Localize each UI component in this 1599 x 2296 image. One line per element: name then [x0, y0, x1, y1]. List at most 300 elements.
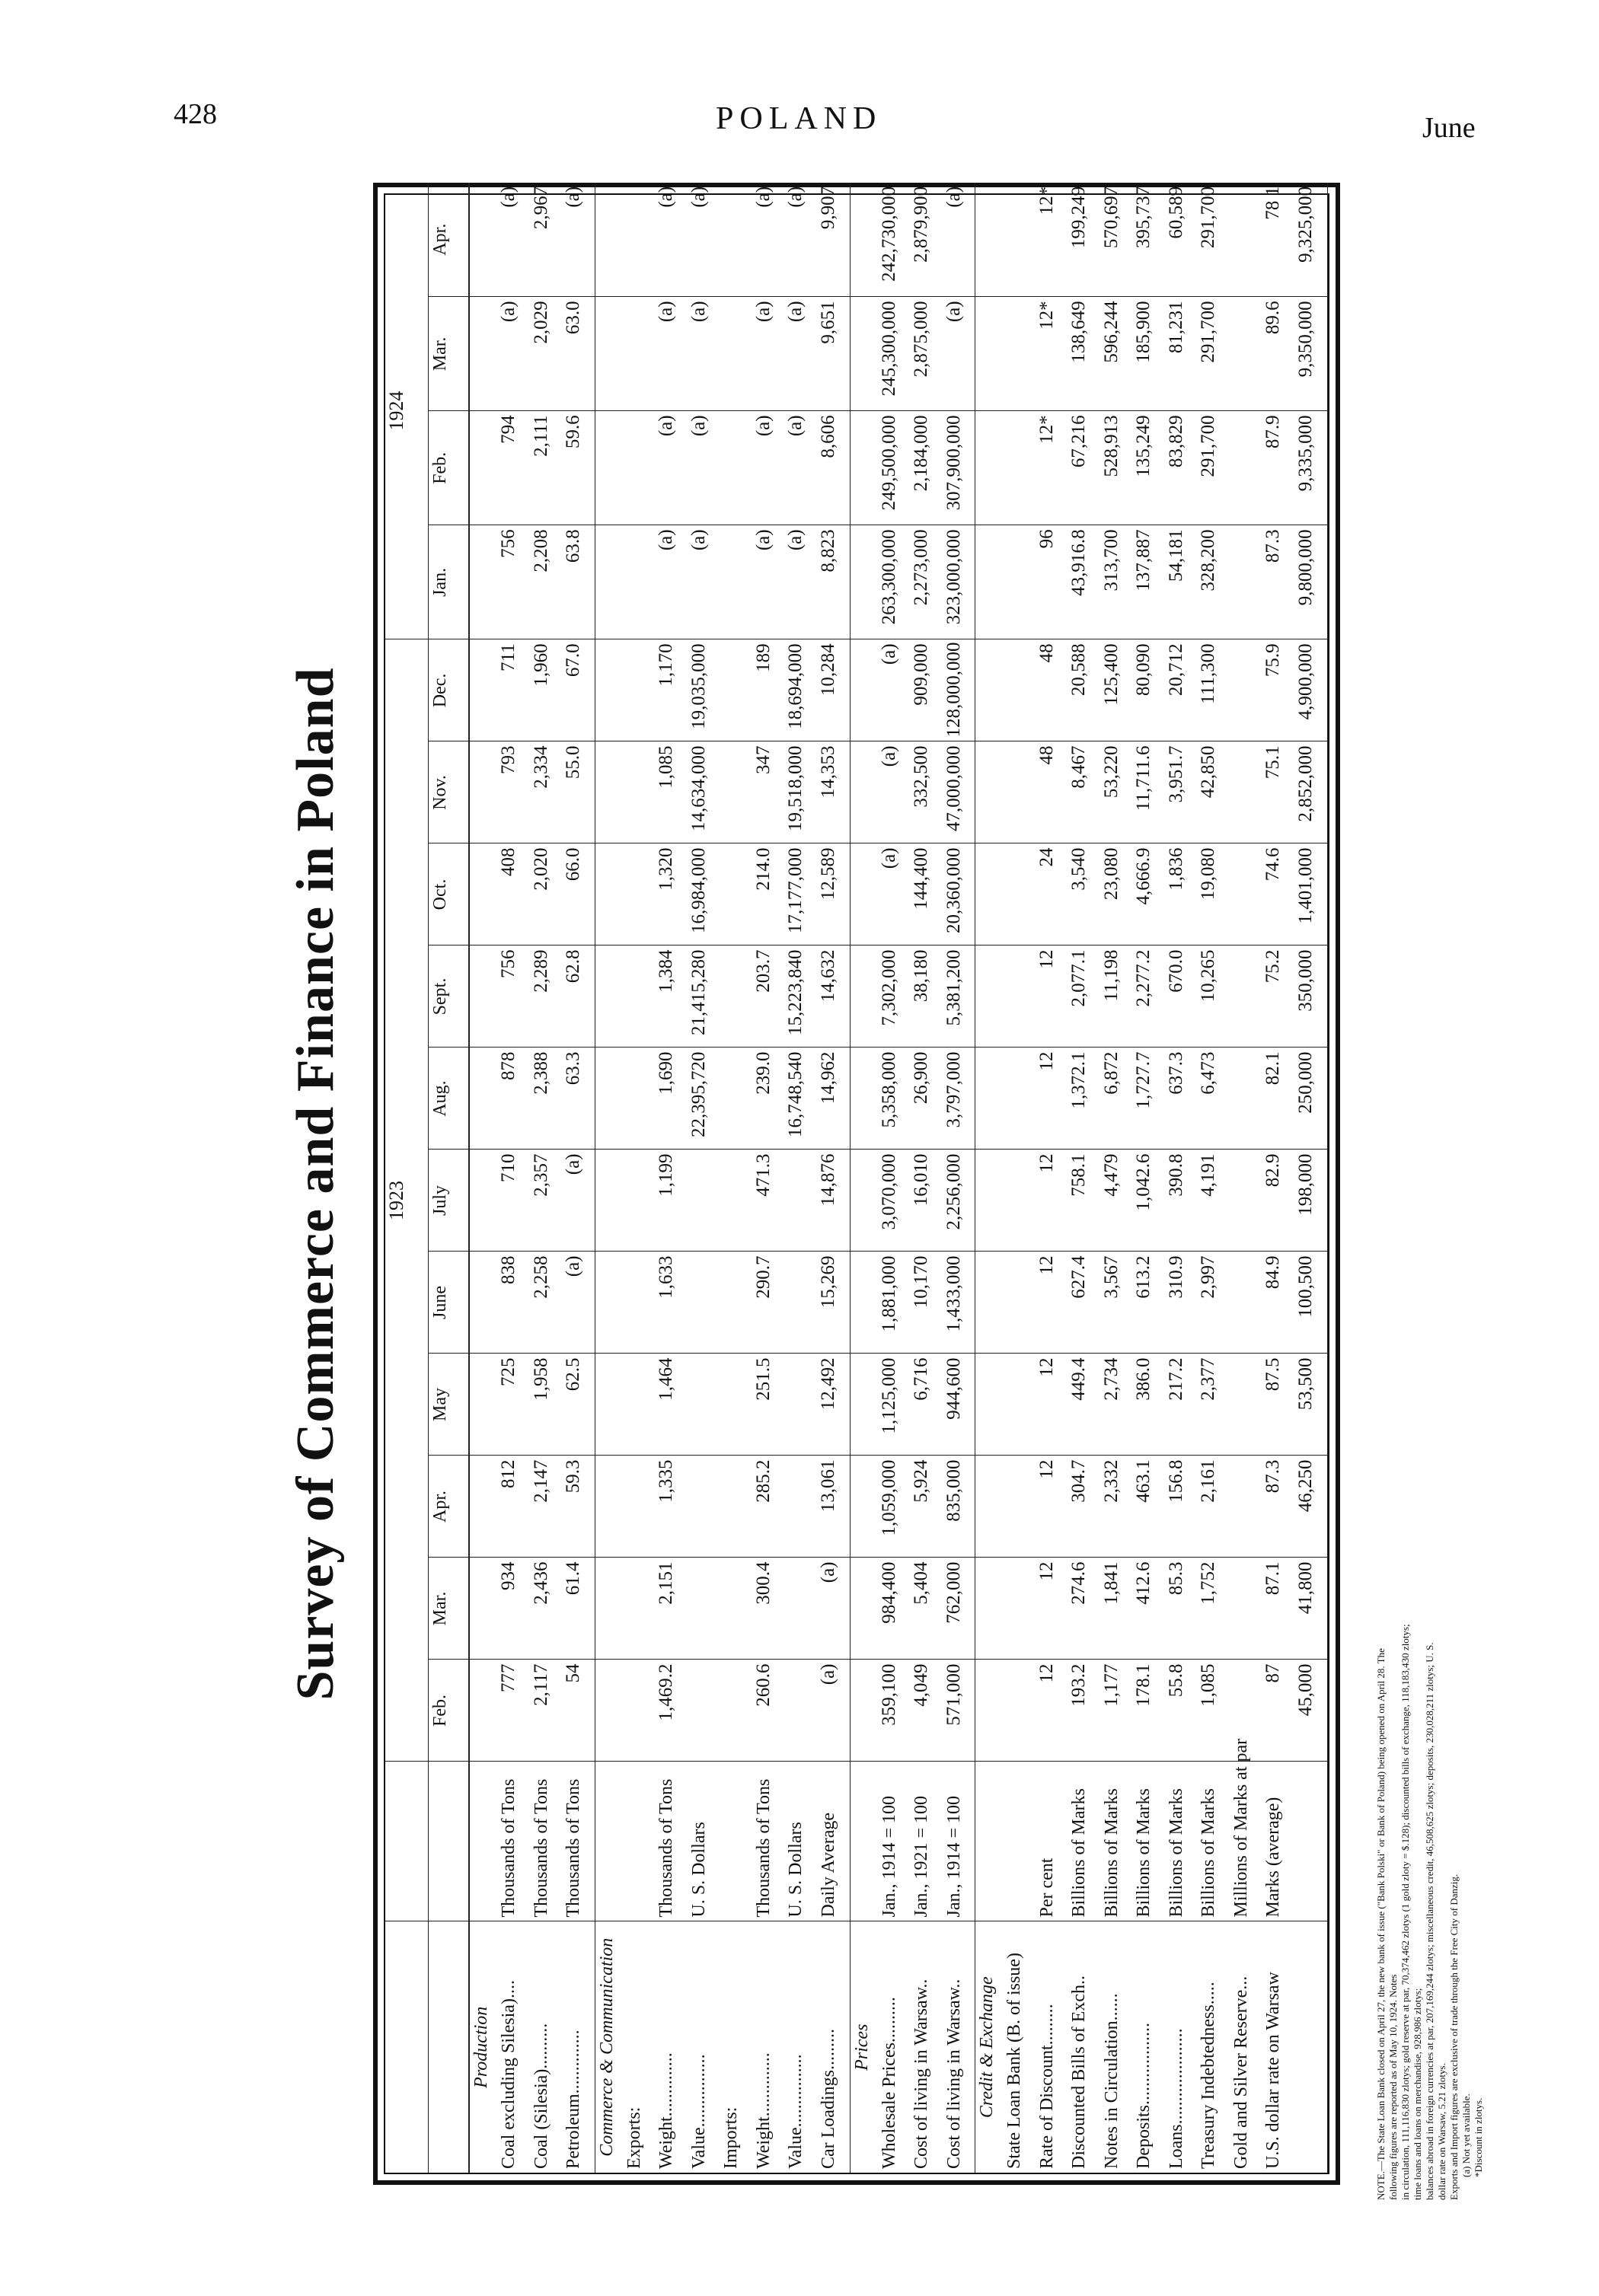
value-cell: 8,467 [1068, 741, 1100, 843]
value-cell: 670.0 [1165, 946, 1198, 1048]
value-cell: 66.0 [562, 843, 595, 946]
row-unit [623, 1762, 656, 1921]
empty-cell [850, 1150, 878, 1252]
value-cell: 144,400 [910, 843, 943, 946]
empty-cell [975, 741, 1004, 843]
empty-cell [975, 1150, 1004, 1252]
value-cell: 3,070,000 [878, 1150, 911, 1252]
table-row [910, 183, 943, 2173]
value-cell: (a) [497, 183, 530, 297]
value-cell: 4,479 [1100, 1150, 1133, 1252]
value-cell: 1,960 [530, 639, 563, 741]
value-cell: (a) [784, 297, 817, 411]
table-row [497, 183, 530, 2173]
value-cell: 87.1 [1262, 1558, 1294, 1660]
value-cell [623, 1354, 656, 1456]
empty-cell [975, 1354, 1004, 1456]
value-cell: 19,035,000 [688, 639, 720, 741]
value-cell: 85.3 [1165, 1558, 1198, 1660]
value-cell: 45,000 [1294, 1660, 1327, 1762]
value-cell [623, 183, 656, 297]
value-cell: 12,589 [817, 843, 850, 946]
row-label: Gold and Silver Reserve... [1230, 1976, 1251, 2169]
value-cell: 23,080 [1100, 843, 1133, 946]
value-cell: 471.3 [752, 1150, 785, 1252]
value-cell: (a) [752, 411, 785, 525]
value-cell [623, 1252, 656, 1354]
value-cell: (a) [943, 297, 975, 411]
value-cell: 1,633 [655, 1252, 688, 1354]
value-cell: 81,231 [1165, 297, 1198, 411]
value-cell: 14,962 [817, 1048, 850, 1150]
value-cell: (a) [562, 183, 595, 297]
row-label: State Loan Bank (B. of issue) [1004, 1953, 1025, 2169]
empty-cell [1327, 843, 1328, 946]
value-cell: 87.9 [1262, 411, 1294, 525]
value-cell: 528,913 [1100, 411, 1133, 525]
value-cell: 9,907 [817, 183, 850, 297]
value-cell: 725 [497, 1354, 530, 1456]
value-cell: 67.0 [562, 639, 595, 741]
table-row [1003, 183, 1036, 2173]
value-cell: (a) [784, 183, 817, 297]
value-cell: (a) [655, 411, 688, 525]
value-cell: 596,244 [1100, 297, 1133, 411]
value-cell: 285.2 [752, 1456, 785, 1558]
value-cell: 4,666.9 [1132, 843, 1165, 946]
value-cell: 3,797,000 [943, 1048, 975, 1150]
rotated-table-area [259, 183, 1340, 2185]
empty-cell [469, 843, 497, 946]
value-cell: 2,111 [530, 411, 563, 525]
value-cell: 263,300,000 [878, 525, 911, 639]
value-cell [1003, 1150, 1036, 1252]
value-cell: 14,634,000 [688, 741, 720, 843]
table-row [752, 183, 785, 2173]
empty-cell [1327, 639, 1328, 741]
empty-cell [975, 525, 1004, 639]
value-cell: 9,350,000 [1294, 297, 1327, 411]
empty-cell [975, 297, 1004, 411]
value-cell [688, 1558, 720, 1660]
empty-cell [469, 1762, 497, 1921]
value-cell: 96 [1036, 525, 1068, 639]
empty-cell [595, 297, 623, 411]
table-row [817, 183, 850, 2173]
value-cell [784, 1558, 817, 1660]
value-cell: 1,752 [1197, 1558, 1230, 1660]
empty-cell [595, 741, 623, 843]
value-cell: 2,029 [530, 297, 563, 411]
empty-cell [850, 1252, 878, 1354]
empty-cell [595, 1456, 623, 1558]
table-row [784, 183, 817, 2173]
row-label: Cost of living in Warsaw.. [943, 1921, 975, 2173]
value-cell: 13,061 [817, 1456, 850, 1558]
value-cell: 198,000 [1294, 1150, 1327, 1252]
value-cell: 1,059,000 [878, 1456, 911, 1558]
value-cell: 38,180 [910, 946, 943, 1048]
value-cell [720, 1660, 752, 1762]
value-cell: 3,567 [1100, 1252, 1133, 1354]
row-unit: Billions of Marks [1100, 1762, 1133, 1921]
table-row [1165, 183, 1198, 2173]
empty-cell [469, 1354, 497, 1456]
value-cell: 1,881,000 [878, 1252, 911, 1354]
value-cell: 59.3 [562, 1456, 595, 1558]
row-unit: Thousands of Tons [752, 1762, 785, 1921]
empty-cell [1327, 1762, 1328, 1921]
row-label: Coal (Silesia).......... [531, 2023, 551, 2169]
value-cell: 323,000,000 [943, 525, 975, 639]
value-cell: 10,170 [910, 1252, 943, 1354]
value-cell: 80,090 [1132, 639, 1165, 741]
value-cell: (a) [562, 1150, 595, 1252]
value-cell: 12 [1036, 946, 1068, 1048]
value-cell: 1,320 [655, 843, 688, 946]
page-number: 428 [174, 98, 217, 130]
value-cell: 2,875,000 [910, 297, 943, 411]
value-cell: 12* [1036, 183, 1068, 297]
value-cell: 4,049 [910, 1660, 943, 1762]
value-cell: 43,916.8 [1068, 525, 1100, 639]
row-label: Petroleum.............. [562, 1921, 595, 2173]
value-cell: (a) [943, 183, 975, 297]
value-cell: 12 [1036, 1048, 1068, 1150]
table-row [562, 183, 595, 2173]
value-cell [784, 1456, 817, 1558]
empty-cell [975, 946, 1004, 1048]
empty-cell [850, 741, 878, 843]
value-cell [1003, 183, 1036, 297]
value-cell: 291,700 [1197, 297, 1230, 411]
value-cell: 6,872 [1100, 1048, 1133, 1150]
value-cell: 1,690 [655, 1048, 688, 1150]
value-cell: 793 [497, 741, 530, 843]
value-cell [1003, 639, 1036, 741]
empty-cell [1327, 411, 1328, 525]
value-cell [1230, 843, 1262, 946]
value-cell: (a) [878, 741, 911, 843]
value-cell: 5,404 [910, 1558, 943, 1660]
empty-cell [1327, 946, 1328, 1048]
empty-cell [595, 525, 623, 639]
row-label: Weight.............. [656, 2052, 677, 2169]
value-cell: 711 [497, 639, 530, 741]
value-cell [720, 1150, 752, 1252]
month-header-cell: Feb. [429, 1660, 470, 1762]
value-cell: 4,900,000 [1294, 639, 1327, 741]
value-cell [623, 1558, 656, 1660]
value-cell: 87 [1262, 1660, 1294, 1762]
value-cell: 274.6 [1068, 1558, 1100, 1660]
value-cell: 2,436 [530, 1558, 563, 1660]
row-label: Wholesale Prices.......... [879, 1997, 899, 2169]
page-month: June [1422, 112, 1476, 144]
empty-cell [595, 1558, 623, 1660]
value-cell: 2,357 [530, 1150, 563, 1252]
empty-cell [850, 639, 878, 741]
value-cell: 1,177 [1100, 1660, 1133, 1762]
value-cell: 909,000 [910, 639, 943, 741]
value-cell: 47,000,000 [943, 741, 975, 843]
section-heading-row [595, 183, 623, 2173]
value-cell: (a) [688, 297, 720, 411]
value-cell: 78 1 [1262, 183, 1294, 297]
row-unit [1003, 1762, 1036, 1921]
value-cell: 2,879,900 [910, 183, 943, 297]
value-cell: (a) [688, 183, 720, 297]
row-unit: Billions of Marks [1132, 1762, 1165, 1921]
value-cell: 128,000,000 [943, 639, 975, 741]
value-cell: 762,000 [943, 1558, 975, 1660]
empty-cell [975, 639, 1004, 741]
month-header-cell: Mar. [429, 297, 470, 411]
value-cell [623, 1150, 656, 1252]
value-cell: 2,147 [530, 1456, 563, 1558]
value-cell: 82.1 [1262, 1048, 1294, 1150]
value-cell: 63.3 [562, 1048, 595, 1150]
value-cell: 59.6 [562, 411, 595, 525]
value-cell: 11,198 [1100, 946, 1133, 1048]
value-cell [623, 1456, 656, 1558]
value-cell: 19,518,000 [784, 741, 817, 843]
footnote-line: in circulation, 111,116,830 zlotys; gold reserve at par, 70,374,462 zlotys (1 gold zloty = $.128); discounted bills of exchange, 118,183,430 zlotys; time loans and loans on merchandise, 928,986 zlotys; [1400, 1624, 1423, 2200]
value-cell: 1,384 [655, 946, 688, 1048]
month-header-row [429, 183, 470, 2173]
value-cell: 12 [1036, 1150, 1068, 1252]
empty-cell [595, 843, 623, 946]
value-cell: 1,464 [655, 1354, 688, 1456]
value-cell: 137,887 [1132, 525, 1165, 639]
value-cell [688, 1150, 720, 1252]
value-cell: (a) [878, 639, 911, 741]
row-unit: Billions of Marks [1197, 1762, 1230, 1921]
value-cell: 2,852,000 [1294, 741, 1327, 843]
value-cell: 239.0 [752, 1048, 785, 1150]
value-cell [623, 639, 656, 741]
row-unit: Thousands of Tons [562, 1762, 595, 1921]
value-cell [1003, 1354, 1036, 1456]
row-label: Value................ [688, 2054, 709, 2169]
value-cell: 1,841 [1100, 1558, 1133, 1660]
row-unit [1294, 1762, 1327, 1921]
value-cell: 313,700 [1100, 525, 1133, 639]
value-cell: 395,737 [1132, 183, 1165, 297]
value-cell: 242,730,000 [878, 183, 911, 297]
value-cell: (a) [655, 297, 688, 411]
value-cell [1230, 946, 1262, 1048]
value-cell: 135,249 [1132, 411, 1165, 525]
value-cell: 8,606 [817, 411, 850, 525]
value-cell [1230, 297, 1262, 411]
value-cell: 9,651 [817, 297, 850, 411]
value-cell [688, 1660, 720, 1762]
value-cell: 2,020 [530, 843, 563, 946]
value-cell: 63.8 [562, 525, 595, 639]
row-label: Coal excluding Silesia).... [499, 1980, 519, 2169]
footnote-text [1375, 1622, 1484, 2200]
table-row [1100, 183, 1133, 2173]
value-cell: 185,900 [1132, 297, 1165, 411]
month-header-cell: Feb. [429, 411, 470, 525]
value-cell: 570,697 [1100, 183, 1133, 297]
empty-cell [975, 1558, 1004, 1660]
empty-cell [595, 1660, 623, 1762]
value-cell: 2,289 [530, 946, 563, 1048]
label-month-spacer [429, 1921, 470, 2173]
row-unit: Thousands of Tons [530, 1762, 563, 1921]
empty-cell [1327, 1048, 1328, 1150]
value-cell [720, 525, 752, 639]
empty-cell [469, 1150, 497, 1252]
row-label: Loans..................... [1166, 2028, 1186, 2169]
value-cell [720, 1252, 752, 1354]
empty-cell [850, 1048, 878, 1150]
table-row [1294, 183, 1327, 2173]
value-cell: 390.8 [1165, 1150, 1198, 1252]
value-cell [623, 525, 656, 639]
row-unit: Per cent [1036, 1762, 1068, 1921]
value-cell: 1,042.6 [1132, 1150, 1165, 1252]
empty-cell [469, 1660, 497, 1762]
value-cell [1230, 1150, 1262, 1252]
table-row [1230, 183, 1262, 2173]
month-header-cell: Oct. [429, 843, 470, 946]
value-cell: (a) [752, 297, 785, 411]
table-row [655, 183, 688, 2173]
value-cell [784, 1660, 817, 1762]
value-cell: 16,984,000 [688, 843, 720, 946]
value-cell [720, 639, 752, 741]
row-label: Value................ [786, 2054, 806, 2169]
row-unit: Jan., 1921 = 100 [910, 1762, 943, 1921]
section-heading-row [975, 183, 1004, 2173]
table-row [1068, 183, 1100, 2173]
value-cell: 15,223,840 [784, 946, 817, 1048]
value-cell: 260.6 [752, 1660, 785, 1762]
table-row [530, 183, 563, 2173]
value-cell: 812 [497, 1456, 530, 1558]
value-cell [1003, 411, 1036, 525]
value-cell: 84.9 [1262, 1252, 1294, 1354]
table-row [1036, 183, 1068, 2173]
value-cell: 3,540 [1068, 843, 1100, 946]
empty-cell [1327, 525, 1328, 639]
row-label [1294, 1921, 1327, 2173]
value-cell: 1,085 [1197, 1660, 1230, 1762]
empty-cell [1327, 1354, 1328, 1456]
value-cell: 2,151 [655, 1558, 688, 1660]
value-cell: 82.9 [1262, 1150, 1294, 1252]
footnote-line: NOTE.—The State Loan Bank closed on April 27, the new bank of issue ("Bank Polski" or Bank of Poland) being opened on April 28. The following figures are reported as of May 10, 1924. Notes [1375, 1648, 1399, 2200]
value-cell: 408 [497, 843, 530, 946]
empty-cell [975, 183, 1004, 297]
month-header-cell: Aug. [429, 1048, 470, 1150]
value-cell [623, 741, 656, 843]
empty-cell [469, 741, 497, 843]
value-cell: 777 [497, 1660, 530, 1762]
section-heading-row [469, 183, 497, 2173]
value-cell [720, 297, 752, 411]
rotated-content [259, 183, 1340, 2185]
value-cell [784, 1150, 817, 1252]
section-heading: Prices [851, 2023, 872, 2071]
value-cell: 2,117 [530, 1660, 563, 1762]
value-cell: 12* [1036, 411, 1068, 525]
value-cell [1003, 525, 1036, 639]
value-cell: (a) [688, 411, 720, 525]
value-cell: 12 [1036, 1354, 1068, 1456]
empty-cell [850, 946, 878, 1048]
empty-cell [469, 1558, 497, 1660]
month-header-cell: Apr. [429, 183, 470, 297]
value-cell [623, 843, 656, 946]
value-cell [688, 1456, 720, 1558]
value-cell: 1,372.1 [1068, 1048, 1100, 1150]
filler-row [1327, 183, 1328, 2173]
empty-cell [850, 183, 878, 297]
value-cell: 14,632 [817, 946, 850, 1048]
value-cell: 20,588 [1068, 639, 1100, 741]
row-unit: U. S. Dollars [784, 1762, 817, 1921]
row-unit: U. S. Dollars [688, 1762, 720, 1921]
year-1923-header: 1923 [385, 639, 429, 1762]
value-cell: 16,010 [910, 1150, 943, 1252]
value-cell: 54,181 [1165, 525, 1198, 639]
value-cell: 20,712 [1165, 639, 1198, 741]
footnote-line: *Discount in zlotys. [1473, 2097, 1484, 2177]
value-cell: 19,080 [1197, 843, 1230, 946]
value-cell: 87.3 [1262, 525, 1294, 639]
empty-cell [595, 1048, 623, 1150]
empty-cell [595, 1762, 623, 1921]
empty-cell [595, 1354, 623, 1456]
value-cell: 1,401,000 [1294, 843, 1327, 946]
value-cell: 41,800 [1294, 1558, 1327, 1660]
value-cell: 245,300,000 [878, 297, 911, 411]
empty-cell [850, 525, 878, 639]
value-cell [720, 843, 752, 946]
empty-cell [595, 639, 623, 741]
value-cell: 62.5 [562, 1354, 595, 1456]
value-cell: 24 [1036, 843, 1068, 946]
value-cell [1003, 297, 1036, 411]
row-unit: Thousands of Tons [497, 1762, 530, 1921]
value-cell [1230, 639, 1262, 741]
empty-cell [850, 1354, 878, 1456]
page-country: POLAND [716, 101, 882, 136]
value-cell: 75.9 [1262, 639, 1294, 741]
value-cell: (a) [688, 525, 720, 639]
value-cell: 178.1 [1132, 1660, 1165, 1762]
row-unit: Billions of Marks [1068, 1762, 1100, 1921]
empty-cell [1327, 1456, 1328, 1558]
unit-month-spacer [429, 1762, 470, 1921]
value-cell [720, 1558, 752, 1660]
value-cell: 74.6 [1262, 843, 1294, 946]
value-cell: (a) [497, 297, 530, 411]
value-cell: 17,177,000 [784, 843, 817, 946]
value-cell: (a) [655, 183, 688, 297]
value-cell: 48 [1036, 639, 1068, 741]
empty-cell [469, 1456, 497, 1558]
row-unit: Thousands of Tons [655, 1762, 688, 1921]
empty-cell [975, 1048, 1004, 1150]
value-cell: 1,727.7 [1132, 1048, 1165, 1150]
value-cell [1230, 183, 1262, 297]
value-cell: 83,829 [1165, 411, 1198, 525]
